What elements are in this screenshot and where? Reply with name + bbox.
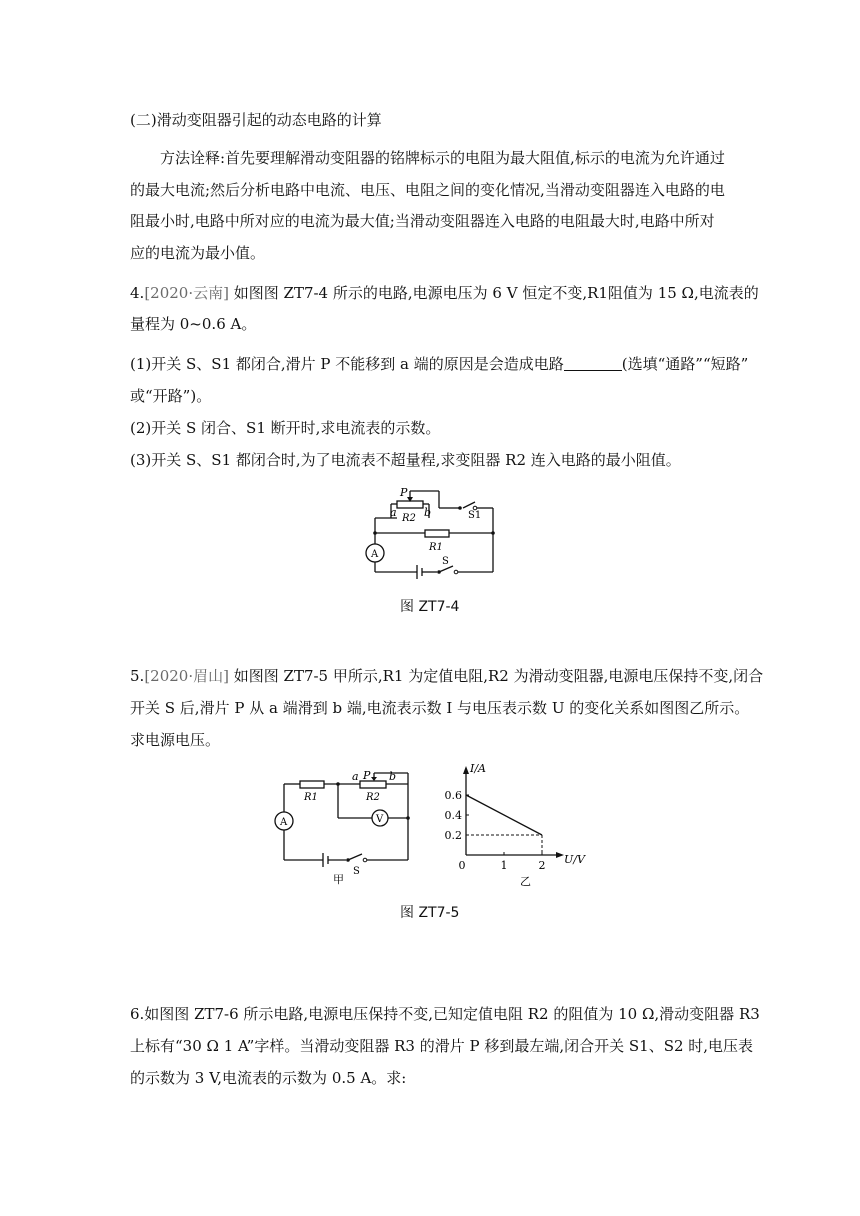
q4-number: 4. xyxy=(130,284,145,302)
y-tick-label: 0.2 xyxy=(444,829,462,842)
figure-caption-zt7-4: 图 ZT7-4 xyxy=(400,599,460,615)
label-p: P xyxy=(363,770,371,782)
y-tick-label: 0.4 xyxy=(444,809,462,822)
answer-blank[interactable] xyxy=(564,355,622,371)
q6-stem-line-1: 6.如图图 ZT7-6 所示电路,电源电压保持不变,已知定值电阻 R2 的阻值为 10 Ω,滑动变阻器 R3 xyxy=(130,1005,760,1023)
label-a: a xyxy=(352,770,359,783)
label-r2: R2 xyxy=(366,792,380,803)
figure-yi-label: 乙 xyxy=(520,875,531,888)
rheostat-r2 xyxy=(360,781,386,788)
switch-s xyxy=(348,854,362,860)
method-line-3: 阻最小时,电路中所对应的电流为最大值;当滑动变阻器连入电路的电阻最大时,电路中所对 xyxy=(130,212,715,230)
q5-stem-line-1 xyxy=(130,666,763,686)
q4-part-1 xyxy=(130,354,748,374)
label-p: P xyxy=(400,486,408,499)
q5-stem-line-3: 求电源电压。 xyxy=(130,731,221,749)
x-tick-label: 1 xyxy=(500,859,508,872)
q4-stem-line-1 xyxy=(130,283,759,303)
figure-jia-label: 甲 xyxy=(333,873,344,885)
q4-part-3: (3)开关 S、S1 都闭合时,为了电流表不超量程,求变阻器 R2 连入电路的最小阻值。 xyxy=(130,451,681,469)
method-line-4: 应的电流为最小值。 xyxy=(130,244,266,262)
method-line-2: 的最大电流;然后分析电路中电流、电压、电阻之间的变化情况,当滑动变阻器连入电路的电 xyxy=(130,181,725,199)
label-r2: R2 xyxy=(402,513,416,524)
x-tick-label: 2 xyxy=(538,859,546,872)
label-r1: R1 xyxy=(304,792,318,803)
q4-part-1-options: (选填“通路”“短路” xyxy=(621,355,749,373)
q6-stem-line-2: 上标有“30 Ω 1 A”字样。当滑动变阻器 R3 的滑片 P 移到最左端,闭合开关 S1、S2 时,电压表 xyxy=(130,1037,754,1055)
figure-caption-zt7-5: 图 ZT7-5 xyxy=(400,905,460,921)
section-heading: (二)滑动变阻器引起的动态电路的计算 xyxy=(130,111,382,129)
label-b: b xyxy=(389,770,397,783)
ammeter-label: A xyxy=(371,549,379,560)
circuit-diagram-zt7-5-jia xyxy=(268,770,418,885)
circuit-diagram-zt7-4 xyxy=(355,484,505,579)
series-line xyxy=(466,795,542,835)
q5-source: [2020·眉山] xyxy=(144,667,229,685)
y-tick-label: 0.6 xyxy=(444,789,462,802)
x-axis-label: U/V xyxy=(564,853,585,866)
q5-number: 5. xyxy=(130,667,145,685)
q4-part-2: (2)开关 S 闭合、S1 断开时,求电流表的示数。 xyxy=(130,419,441,437)
label-a: a xyxy=(390,506,397,519)
q5-stem-text: 如图图 ZT7-5 甲所示,R1 为定值电阻,R2 为滑动变阻器,电源电压保持不变,闭合 xyxy=(233,667,764,685)
q4-source: [2020·云南] xyxy=(144,284,229,302)
label-r1: R1 xyxy=(429,542,443,553)
q4-part-1-text: (1)开关 S、S1 都闭合,滑片 P 不能移到 a 端的原因是会造成电路 xyxy=(130,355,564,373)
label-s: S xyxy=(353,866,360,877)
ammeter-label: A xyxy=(280,817,288,828)
q5-stem-line-2: 开关 S 后,滑片 P 从 a 端滑到 b 端,电流表示数 I 与电压表示数 U 的变化关系如图图乙所示。 xyxy=(130,699,750,717)
graph-i-u-zt7-5-yi xyxy=(440,762,600,890)
resistor-r1 xyxy=(425,530,449,537)
q6-stem-line-3: 的示数为 3 V,电流表的示数为 0.5 A。求: xyxy=(130,1069,407,1087)
q4-part-1-end: 或“开路”)。 xyxy=(130,387,212,405)
voltmeter-label: V xyxy=(376,814,384,825)
q4-stem-line-2: 量程为 0~0.6 A。 xyxy=(130,315,257,333)
label-b: b xyxy=(424,506,432,519)
label-s1: S1 xyxy=(468,510,482,521)
x-tick-label: 0 xyxy=(458,859,466,872)
q4-stem-text: 如图图 ZT7-4 所示的电路,电源电压为 6 V 恒定不变,R1阻值为 15 Ω,电流表的 xyxy=(233,284,759,302)
resistor-r1 xyxy=(300,781,324,788)
method-line-1: 方法诠释:首先要理解滑动变阻器的铭牌标示的电阻为最大阻值,标示的电流为允许通过 xyxy=(160,149,725,167)
rheostat-r2 xyxy=(397,501,423,508)
y-axis-label: I/A xyxy=(470,762,486,775)
label-s: S xyxy=(442,556,449,567)
